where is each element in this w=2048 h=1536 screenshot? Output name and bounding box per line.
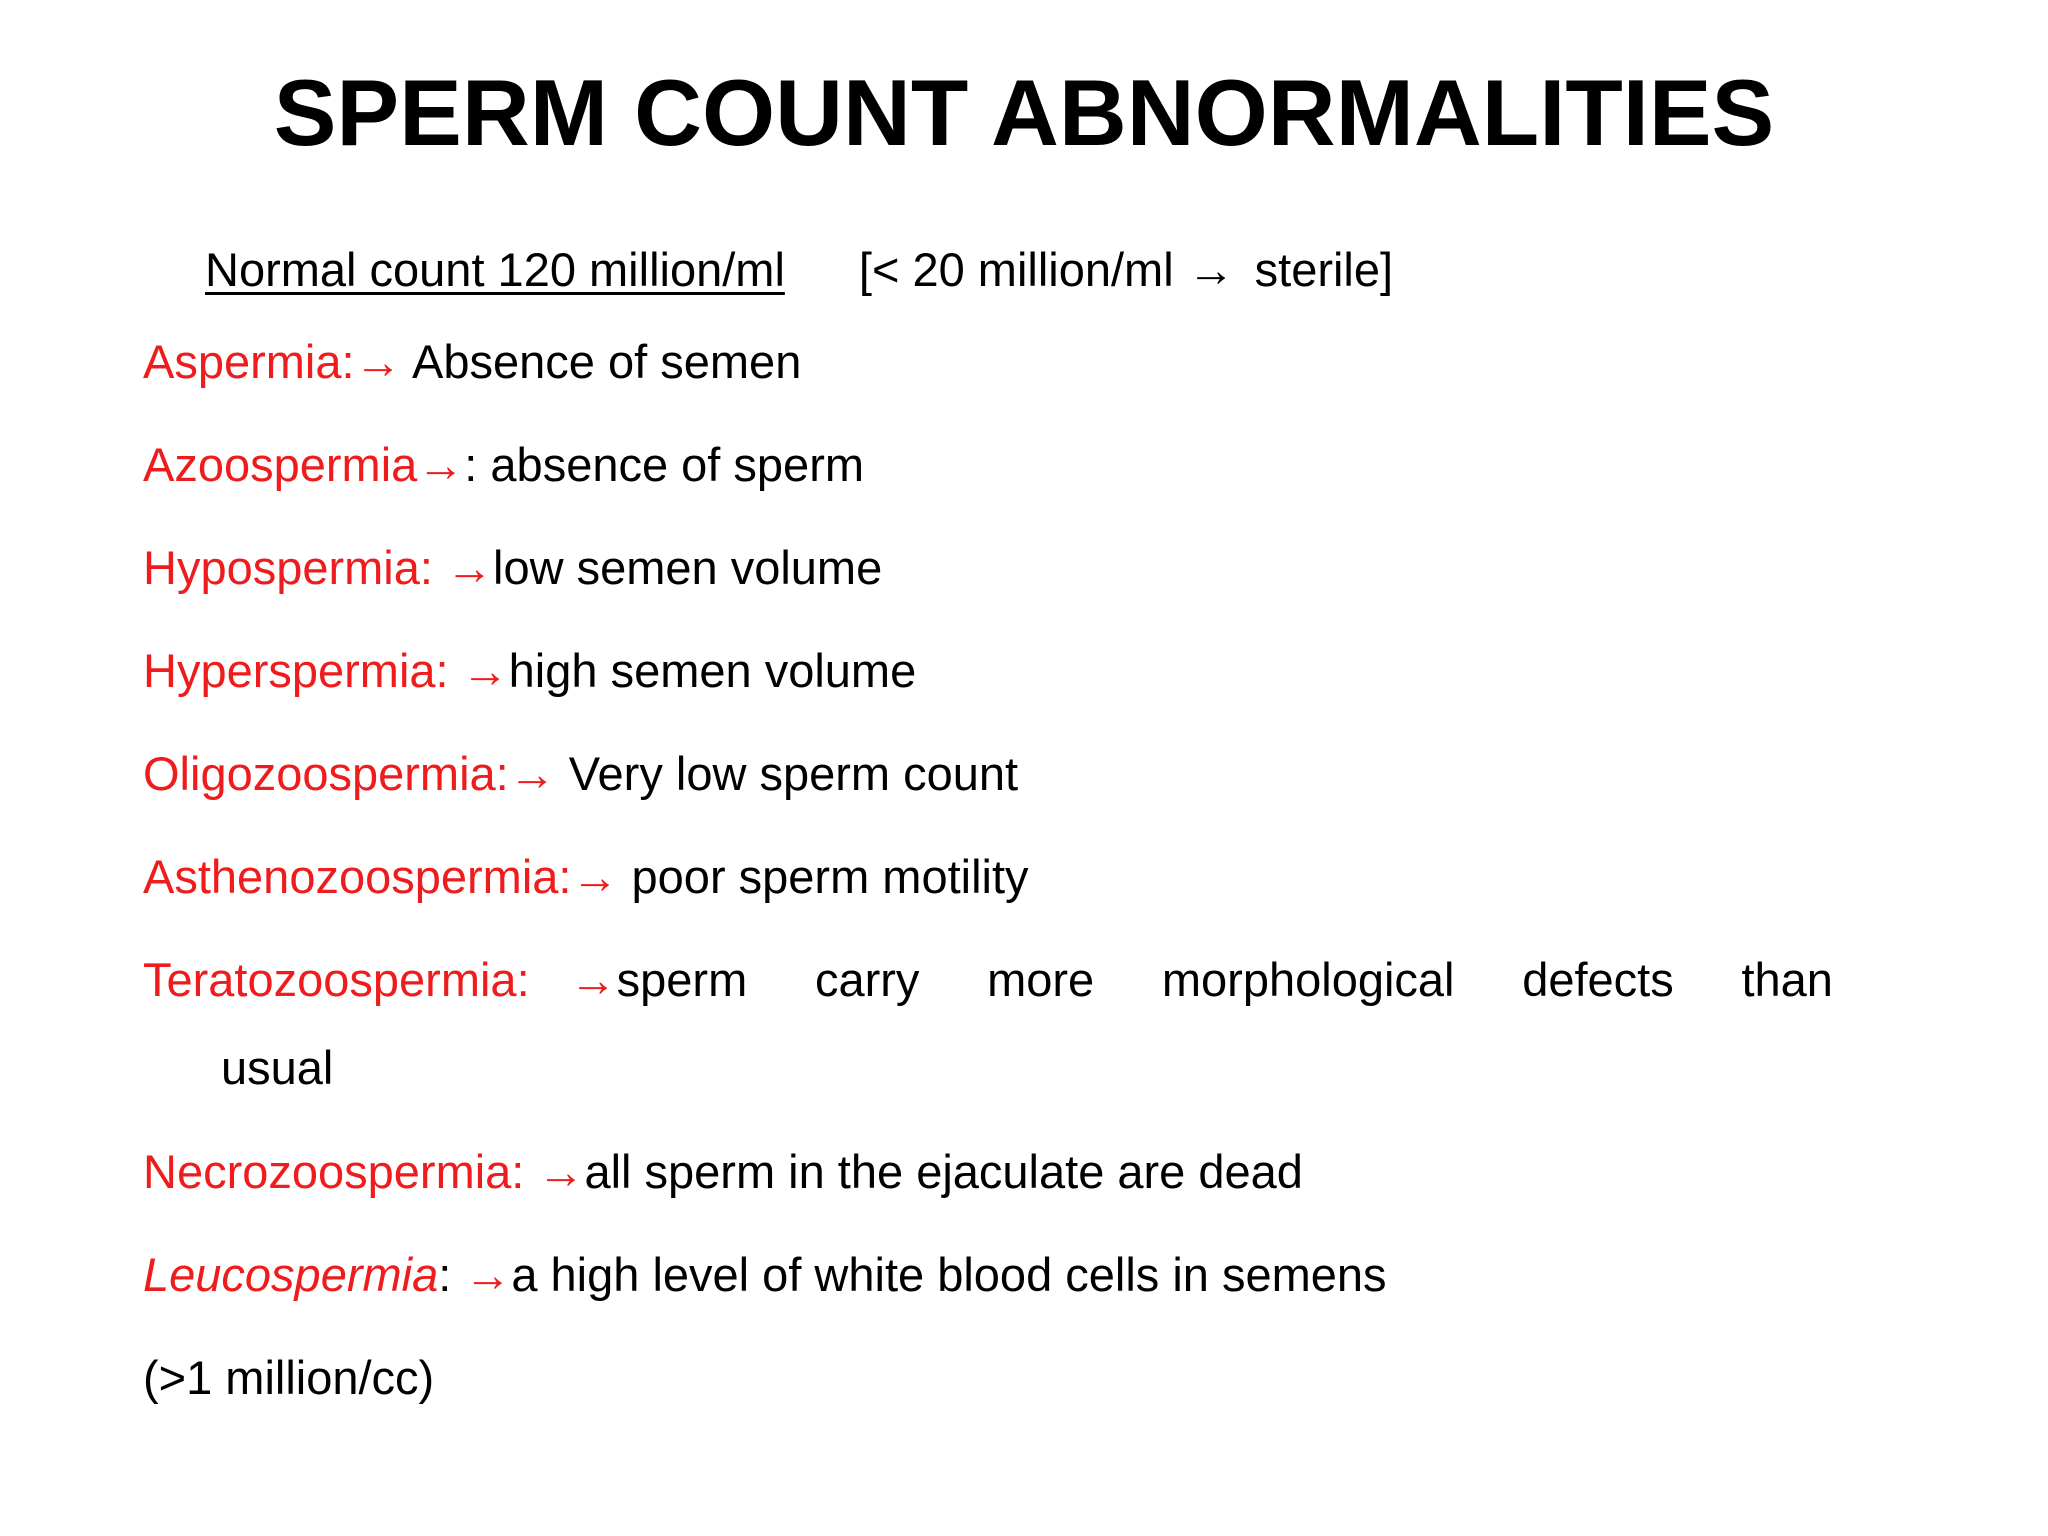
term-label: Leucospermia: [143, 1248, 439, 1301]
sterile-threshold-text: [< 20 million/ml: [858, 243, 1174, 296]
definition-word: sperm: [616, 953, 748, 1006]
definition-text: poor sperm motility: [618, 850, 1029, 903]
term-label: Hypospermia:: [143, 541, 446, 594]
arrow-right-icon: →: [571, 850, 619, 903]
term-suffix: :: [438, 1248, 465, 1301]
list-item-oligozoospermia: [143, 746, 1018, 802]
arrow-right-icon: →: [354, 335, 402, 388]
definition-text: all sperm in the ejaculate are dead: [584, 1145, 1303, 1198]
list-item-leucospermia: [143, 1247, 1387, 1303]
definition-text: Absence of semen: [401, 335, 802, 388]
term-label: Oligozoospermia:: [143, 747, 509, 800]
sterile-label: sterile]: [1254, 243, 1394, 296]
term-label: Necrozoospermia:: [143, 1145, 538, 1198]
term-label: Asthenozoospermia:: [143, 850, 572, 903]
list-item-hypospermia: [143, 540, 882, 596]
definition-word: than: [1741, 953, 1833, 1006]
arrow-right-icon: →: [417, 438, 465, 491]
definition-word: more: [987, 953, 1095, 1006]
definition-word: morphological: [1161, 953, 1455, 1006]
term-label: Azoospermia: [143, 438, 418, 491]
arrow-right-icon: →: [537, 1145, 585, 1198]
list-item-teratozoospermia: [143, 952, 1833, 1096]
arrow-right-icon: →: [461, 644, 509, 697]
term-label: Hyperspermia:: [143, 644, 462, 697]
list-item-azoospermia: [143, 437, 864, 493]
term-label: Aspermia:: [143, 335, 355, 388]
list-item-aspermia: [143, 334, 801, 390]
list-item-hyperspermia: [143, 643, 916, 699]
arrow-right-icon: →: [508, 747, 556, 800]
arrow-right-icon: →: [464, 1248, 512, 1301]
slide-title: SPERM COUNT ABNORMALITIES: [273, 60, 1775, 165]
justified-line: [143, 952, 1833, 1008]
definition-text: low semen volume: [493, 541, 883, 594]
definition-word: carry: [814, 953, 920, 1006]
definition-word: defects: [1522, 953, 1674, 1006]
list-item-asthenozoospermia: [143, 849, 1029, 905]
normal-count-line: [205, 242, 1393, 298]
list-item-necrozoospermia: [143, 1144, 1303, 1200]
footnote: (>1 million/cc): [143, 1351, 435, 1404]
definition-text: : absence of sperm: [464, 438, 865, 491]
arrow-right-icon: →: [569, 953, 617, 1006]
term-with-first-word: [143, 952, 747, 1008]
definition-continuation: usual: [221, 1041, 334, 1094]
term-label: Teratozoospermia:: [143, 953, 530, 1006]
arrow-right-icon: →: [1187, 243, 1235, 296]
definition-text: high semen volume: [508, 644, 917, 697]
definition-text: a high level of white blood cells in semens: [511, 1248, 1387, 1301]
definition-text: Very low sperm count: [555, 747, 1019, 800]
arrow-right-icon: →: [446, 541, 493, 594]
normal-count-text: Normal count 120 million/ml: [205, 243, 785, 296]
